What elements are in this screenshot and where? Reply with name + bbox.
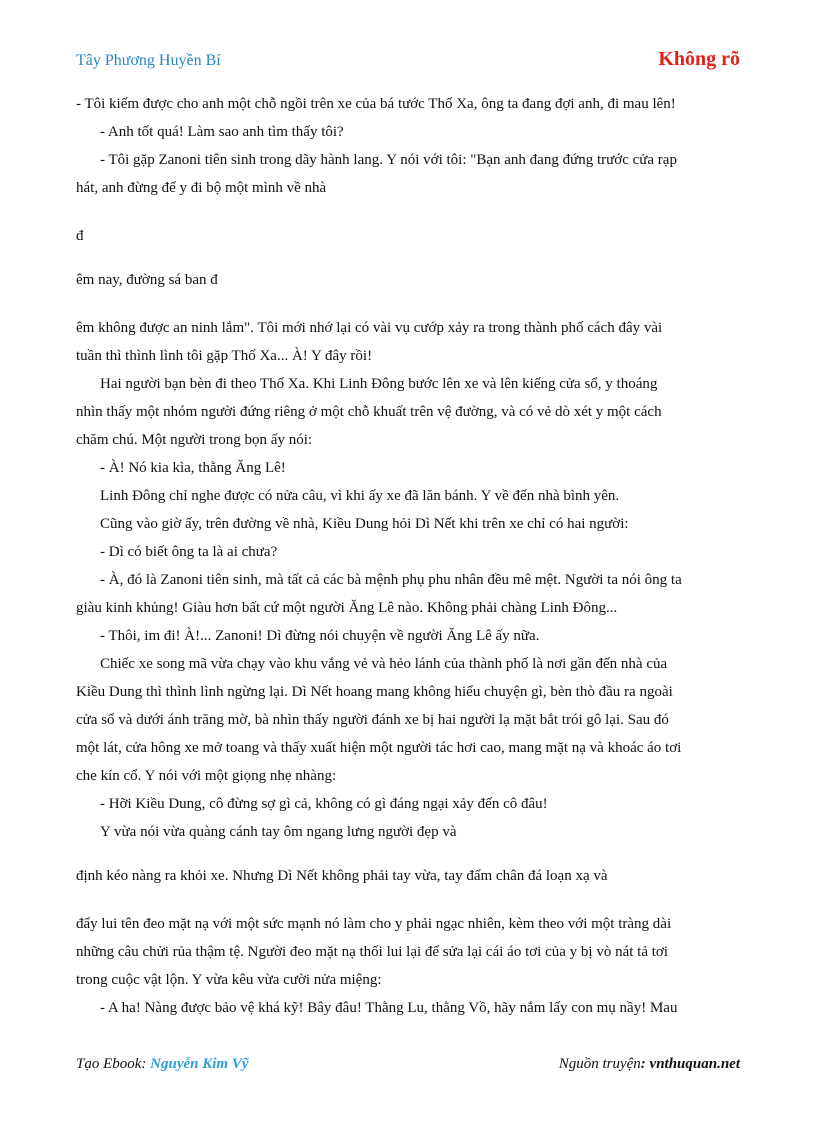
body-line: che kín cổ. Y nói với một giọng nhẹ nhàng:	[76, 768, 337, 784]
ebook-label: Tạo Ebook	[76, 1056, 142, 1072]
body-line: - Tôi gặp Zanoni tiên sinh trong dãy hành lang. Y nói với tôi: "Bạn anh đang đứng trước cửa rạp	[100, 152, 677, 168]
body-line: - À! Nó kia kìa, thằng Ăng Lê!	[100, 460, 286, 476]
body-line: tuần thì thình lình tôi gặp Thố Xa... À! Y đây rồi!	[76, 348, 373, 364]
body-line: - Anh tốt quá! Làm sao anh tìm thấy tôi?	[100, 124, 344, 140]
author-status: Không rõ	[658, 48, 740, 70]
body-line: - Dì có biết ông ta là ai chưa?	[100, 544, 278, 560]
body-line: - A ha! Nàng được bảo vệ khá kỹ! Bây đâu! Thằng Lu, thằng Vồ, hãy nắm lấy con mụ nầy! Mau	[100, 1000, 678, 1016]
body-line: những câu chửi rủa thậm tệ. Người đeo mặt nạ thối lui lại để sửa lại cái áo tơi của y bị vò nát tả tơi	[76, 944, 668, 960]
body-line: - À, đó là Zanoni tiên sinh, mà tất cả các bà mệnh phụ phu nhân đều mê mệt. Người ta nói ông ta	[100, 572, 682, 588]
body-line: chăm chú. Một người trong bọn ấy nói:	[76, 432, 313, 448]
body-line: Linh Đông chỉ nghe được có nửa câu, vì khi ấy xe đã lăn bánh. Y về đến nhà bình yên.	[100, 488, 620, 504]
ebook-credit: Tạo Ebook: Nguyễn Kim Vỹ	[76, 1056, 249, 1072]
body-line: êm không được an ninh lắm". Tôi mới nhớ lại có vài vụ cướp xảy ra trong thành phố cách đây vài	[76, 320, 663, 336]
body-line: - Hỡi Kiều Dung, cô đừng sợ gì cả, không có gì đáng ngại xảy đến cô đâu!	[100, 796, 548, 812]
body-line: đẩy lui tên đeo mặt nạ với một sức mạnh nó làm cho y phải ngạc nhiên, kèm theo với một tràng dài	[76, 916, 672, 932]
body-line: đ	[76, 228, 84, 244]
body-line: Chiếc xe song mã vừa chạy vào khu vắng vẻ và hẻo lánh của thành phố là nơi gần đến nhà của	[100, 656, 668, 672]
body-line: Hai người bạn bèn đi theo Thố Xa. Khi Linh Đông bước lên xe và lên kiếng cửa sổ, y thoáng	[100, 376, 658, 392]
body-line: Cũng vào giờ ấy, trên đường về nhà, Kiều Dung hỏi Dì Nết khi trên xe chỉ có hai người:	[100, 516, 629, 532]
source-credit: Nguồn truyện: vnthuquan.net	[558, 1056, 740, 1072]
body-line: Kiều Dung thì thình lình ngừng lại. Dì Nết hoang mang không hiểu chuyện gì, bèn thò đầu ra ngoài	[76, 684, 673, 700]
book-title: Tây Phương Huyền Bí	[76, 52, 221, 69]
body-line: Y vừa nói vừa quàng cánh tay ôm ngang lưng người đẹp và	[100, 824, 457, 840]
body-line: - Tôi kiếm được cho anh một chỗ ngồi trên xe của bá tước Thố Xa, ông ta đang đợi anh, đi mau lên!	[76, 96, 676, 112]
body-line: êm nay, đường sá ban đ	[76, 272, 218, 288]
body-line: một lát, cửa hông xe mở toang và thấy xuất hiện một người tác hơi cao, mang mặt nạ và khoác áo tơi	[76, 740, 682, 756]
body-line: - Thôi, im đi! À!... Zanoni! Dì đừng nói chuyện về người Ăng Lê ấy nữa.	[100, 628, 540, 644]
body-line: giàu kinh khủng! Giàu hơn bất cứ một người Ăng Lê nào. Không phải chàng Linh Đông...	[76, 600, 618, 616]
body-line: nhìn thấy một nhóm người đứng riêng ở một chỗ khuất trên vệ đường, và có vẻ dò xét y một cách	[76, 404, 662, 420]
body-line: cửa sổ và dưới ánh trăng mờ, bà nhìn thấy người đánh xe bị hai người lạ mặt bắt trói gô lại. Sau đó	[76, 712, 669, 728]
ebook-author: Nguyễn Kim Vỹ	[150, 1056, 249, 1072]
body-line: định kéo nàng ra khỏi xe. Nhưng Dì Nết không phải tay vừa, tay đấm chân đá loạn xạ và	[76, 868, 608, 884]
source-site: vnthuquan.net	[649, 1056, 740, 1072]
body-line: trong cuộc vật lộn. Y vừa kêu vừa cười nửa miệng:	[76, 972, 382, 988]
source-label: Nguồn truyện	[558, 1056, 641, 1072]
body-line: hát, anh đừng để y đi bộ một mình về nhà	[76, 180, 327, 196]
